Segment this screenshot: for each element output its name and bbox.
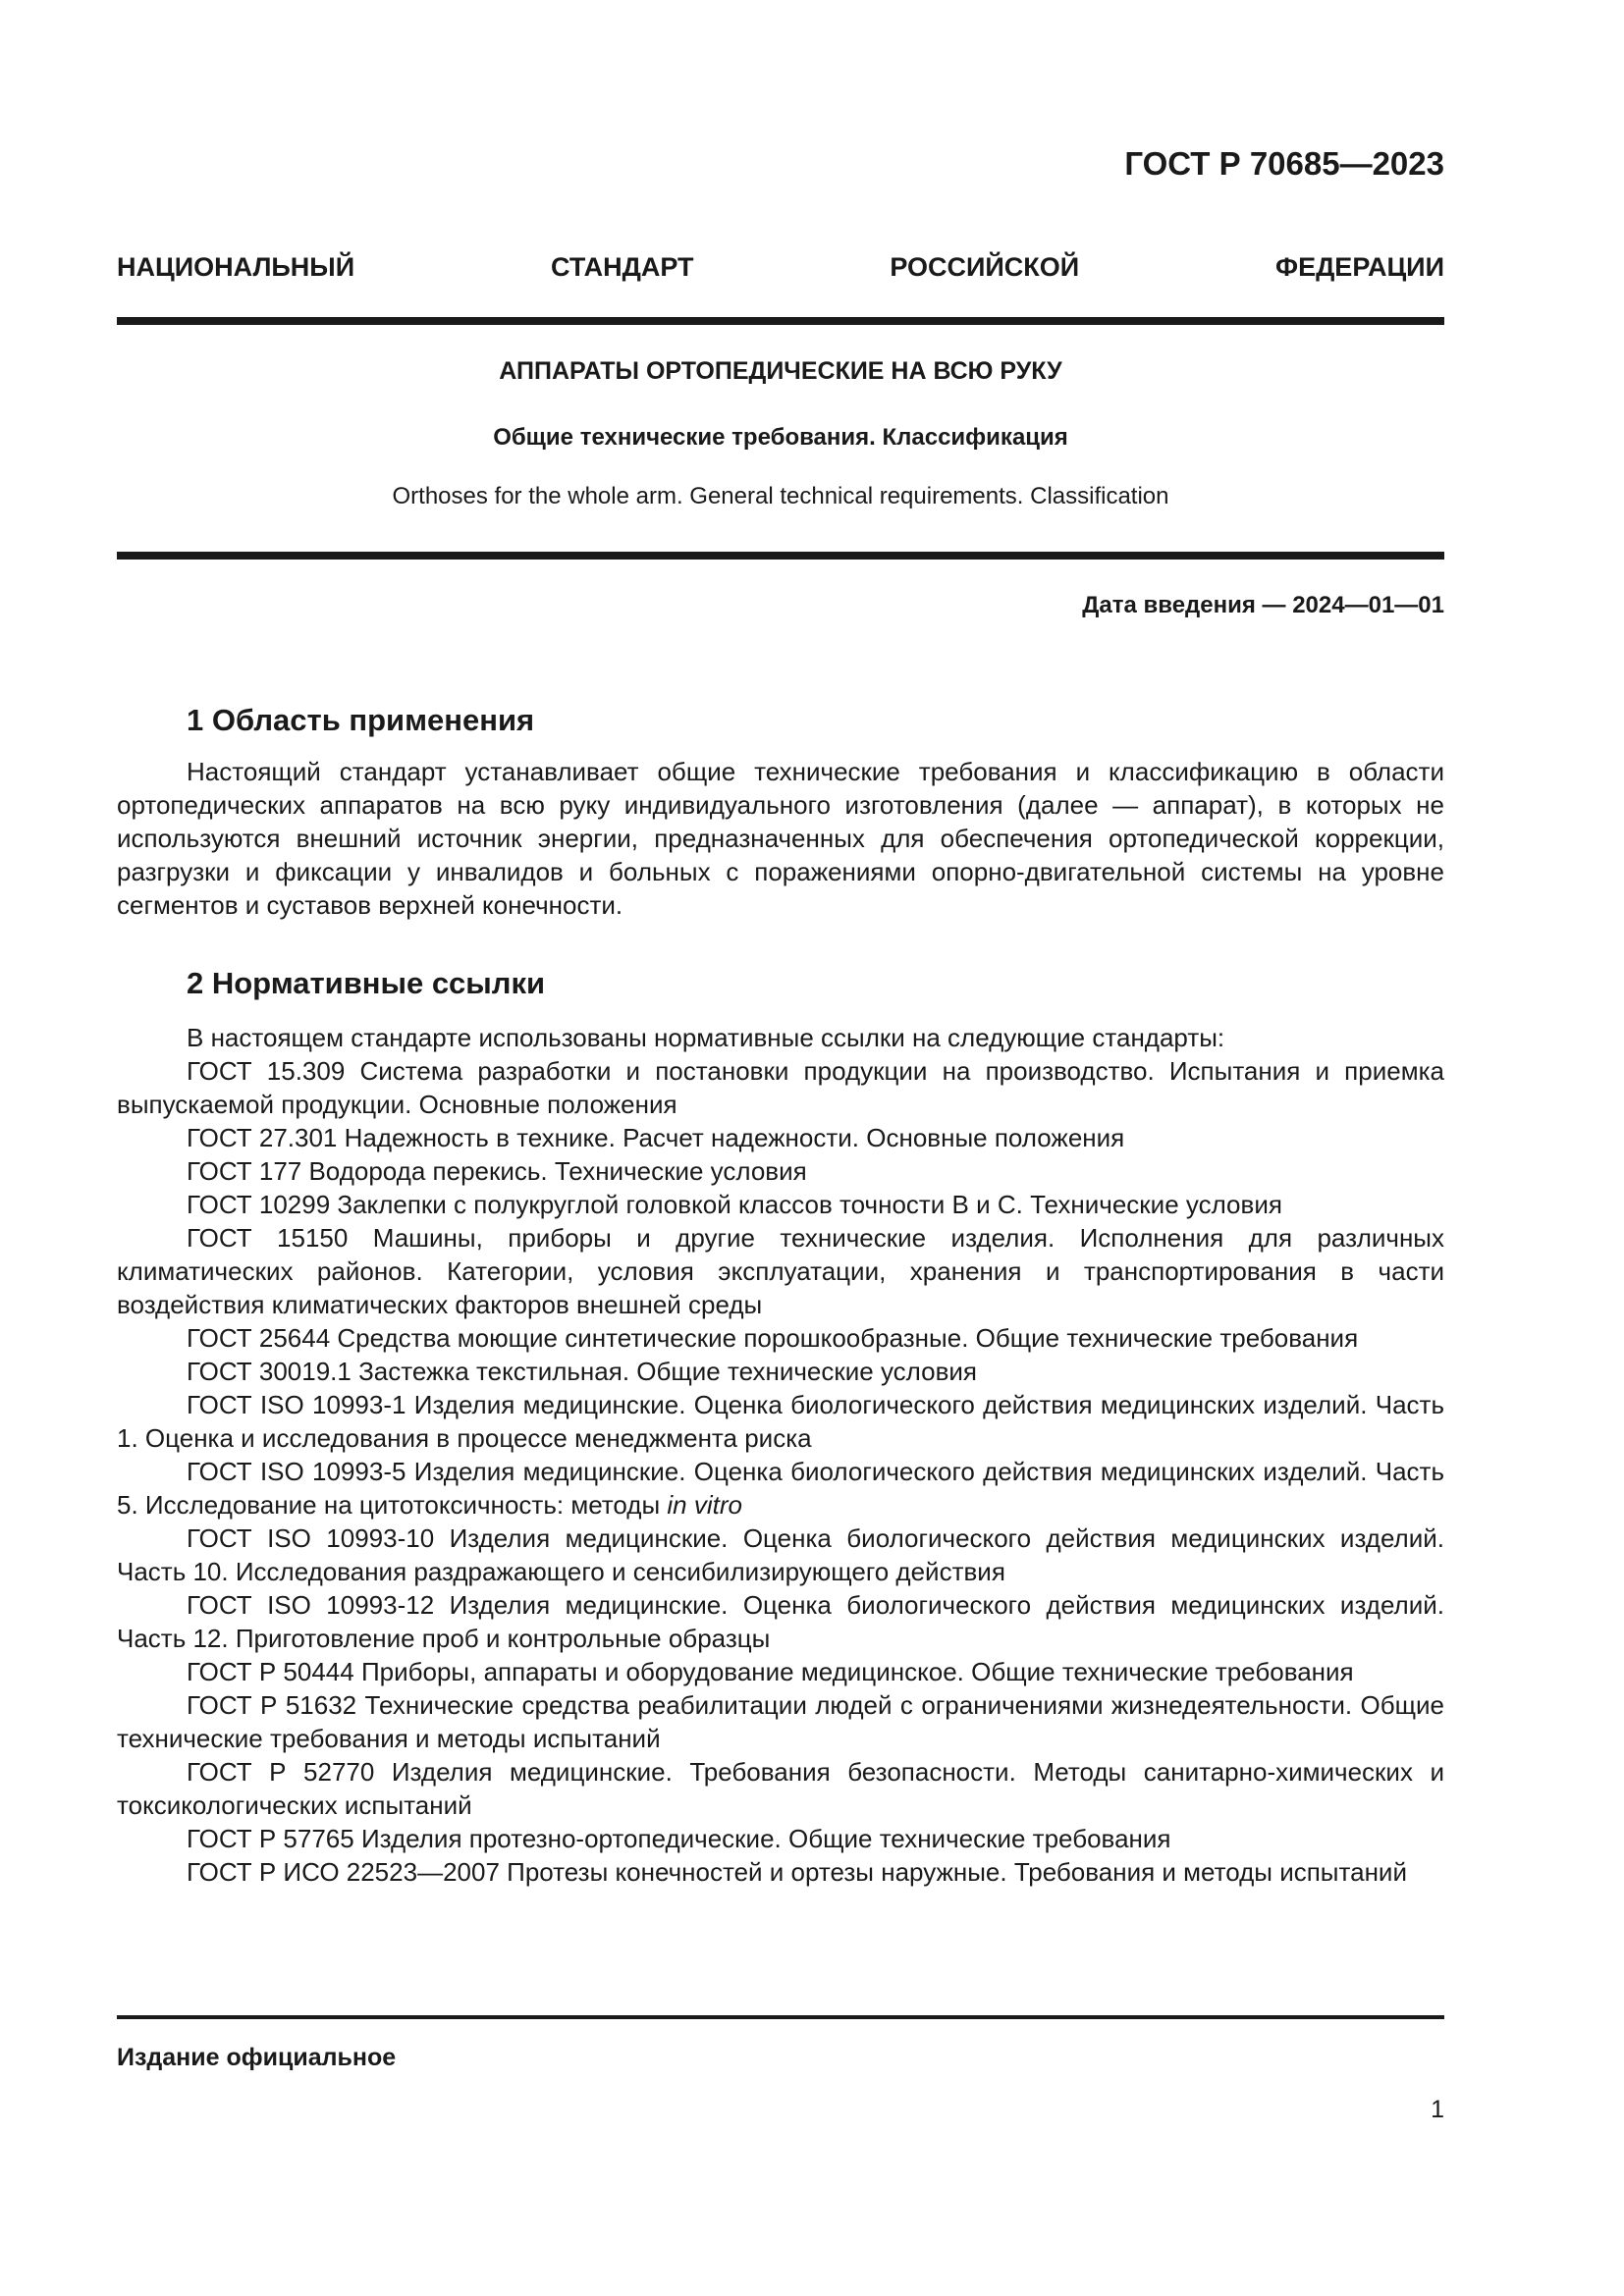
- section-normative-references: [117, 966, 1444, 1889]
- section-heading: 1 Область применения: [187, 703, 535, 737]
- document-title-english: Orthoses for the whole arm. General technical requirements. Classification: [392, 483, 1169, 509]
- reference-item: ГОСТ 177 Водорода перекись. Технические условия: [187, 1156, 807, 1186]
- reference-item: ГОСТ 25644 Средства моющие синтетические порошкообразные. Общие технические требования: [187, 1323, 1359, 1353]
- document-code: ГОСТ Р 70685—2023: [1124, 145, 1444, 182]
- scope-paragraph: Настоящий стандарт устанавливает общие технические требования и классификацию в области ортопедических аппаратов на всю руку индивидуального изготовления (далее — аппарат), в которых не используются внешний источник энергии, предназначенных для обеспечения ортопедической коррекции, разгрузки и фиксации у инвалидов и больных с поражениями опорно-двигательной системы на уровне сегментов и суставов верхней конечности.: [117, 757, 1444, 920]
- reference-item: ГОСТ Р 51632 Технические средства реабилитации людей с ограничениями жизнедеятельности. Общие технические требования и методы испытаний: [117, 1690, 1444, 1753]
- document-title: АППАРАТЫ ОРТОПЕДИЧЕСКИЕ НА ВСЮ РУКУ: [499, 357, 1062, 385]
- title-divider: [117, 552, 1444, 560]
- reference-item: ГОСТ Р 50444 Приборы, аппараты и оборудование медицинское. Общие технические требования: [187, 1657, 1354, 1686]
- reference-item: ГОСТ Р 57765 Изделия протезно-ортопедические. Общие технические требования: [187, 1824, 1171, 1853]
- section-heading: 2 Нормативные ссылки: [187, 966, 546, 1000]
- reference-item: ГОСТ 15.309 Система разработки и постановки продукции на производство. Испытания и приемка выпускаемой продукции. Основные положения: [117, 1056, 1444, 1119]
- page-number: 1: [1431, 2096, 1444, 2123]
- in-vitro-term: in vitro: [667, 1490, 742, 1520]
- references-intro: В настоящем стандарте использованы нормативные ссылки на следующие стандарты:: [187, 1023, 1225, 1052]
- reference-item: ГОСТ 27.301 Надежность в технике. Расчет надежности. Основные положения: [187, 1123, 1125, 1152]
- footer-divider: [117, 2015, 1444, 2019]
- reference-text: ГОСТ ISO 10993-5 Изделия медицинские. Оценка биологического действия медицинских изделий. Часть 5. Исследование на цитотоксичность: методы: [117, 1457, 1444, 1520]
- national-standard-banner: НАЦИОНАЛЬНЫЙ СТАНДАРТ РОССИЙСКОЙ ФЕДЕРАЦИИ: [117, 252, 1444, 282]
- section-scope: [117, 703, 1444, 922]
- reference-item: ГОСТ 10299 Заклепки с полукруглой головкой классов точности В и С. Технические условия: [187, 1190, 1282, 1219]
- document-subtitle: Общие технические требования. Классификация: [493, 424, 1068, 451]
- reference-item: ГОСТ Р 52770 Изделия медицинские. Требования безопасности. Методы санитарно-химических и токсикологических испытаний: [117, 1757, 1444, 1820]
- top-divider: [117, 317, 1444, 325]
- reference-item: ГОСТ 15150 Машины, приборы и другие технические изделия. Исполнения для различных климатических районов. Категории, условия эксплуатации, хранения и транспортирования в части воздействия климатических факторов внешней среды: [117, 1223, 1444, 1319]
- reference-item: [117, 1455, 1444, 1522]
- reference-item: ГОСТ ISO 10993-1 Изделия медицинские. Оценка биологического действия медицинских изделий. Часть 1. Оценка и исследования в процессе менеджмента риска: [117, 1390, 1444, 1453]
- reference-item: ГОСТ Р ИСО 22523—2007 Протезы конечностей и ортезы наружные. Требования и методы испытаний: [187, 1857, 1407, 1887]
- reference-item: ГОСТ ISO 10993-10 Изделия медицинские. Оценка биологического действия медицинских изделий. Часть 10. Исследования раздражающего и сенсибилизирующего действия: [117, 1523, 1444, 1586]
- introduction-date: Дата введения — 2024—01—01: [1082, 592, 1444, 618]
- reference-item: ГОСТ 30019.1 Застежка текстильная. Общие технические условия: [187, 1357, 978, 1386]
- reference-item: ГОСТ ISO 10993-12 Изделия медицинские. Оценка биологического действия медицинских изделий. Часть 12. Приготовление проб и контрольные образцы: [117, 1590, 1444, 1653]
- official-edition-label: Издание официальное: [117, 2044, 397, 2071]
